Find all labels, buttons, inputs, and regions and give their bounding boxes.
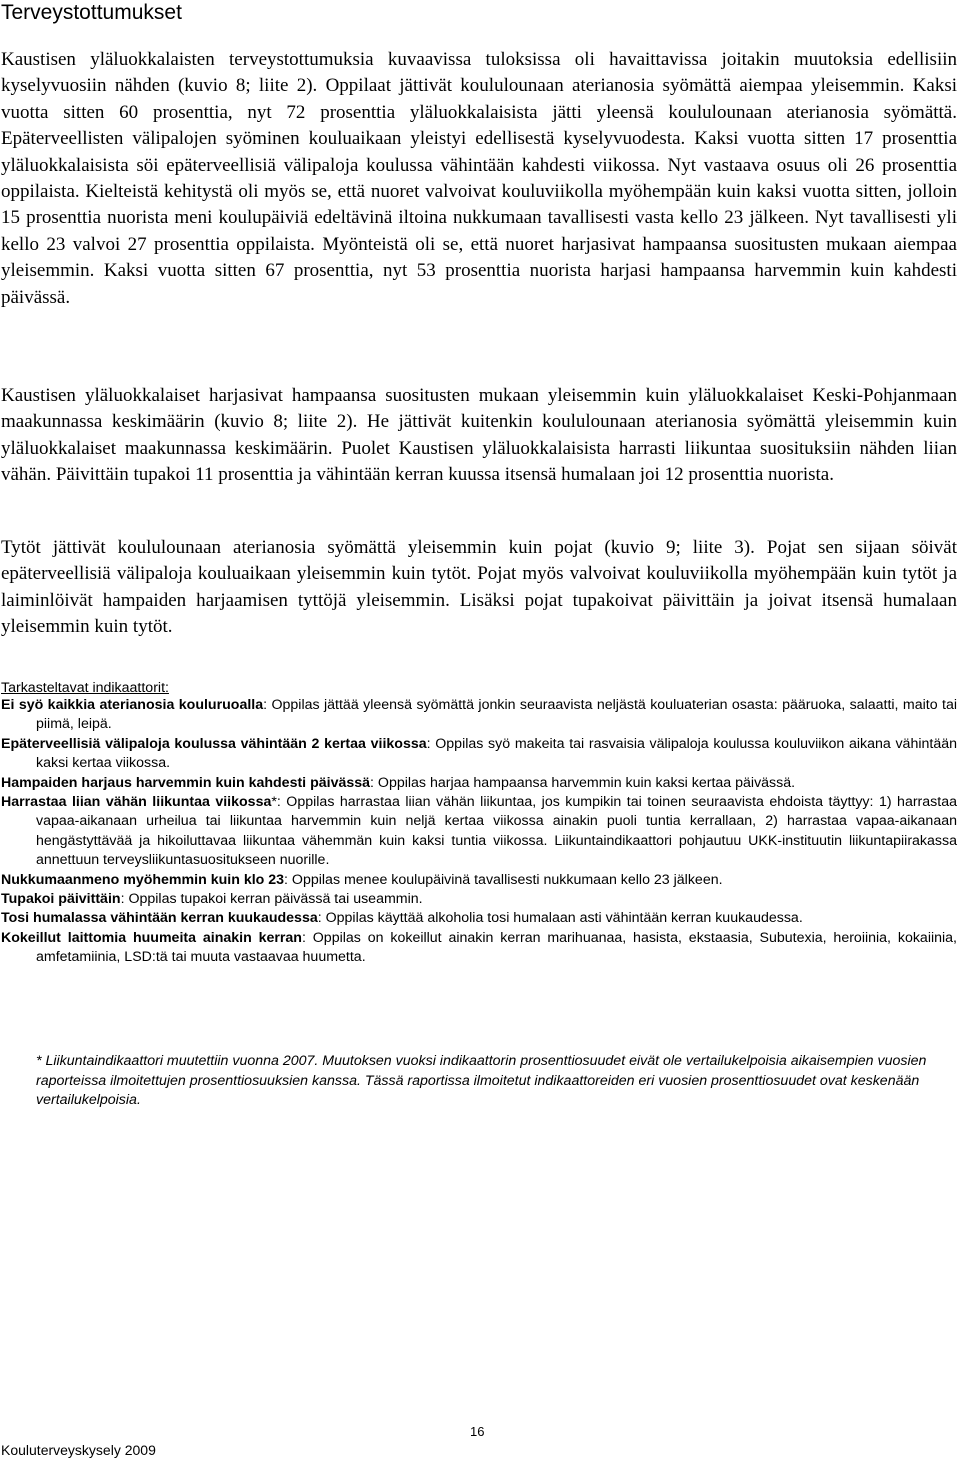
indicator-desc: : Oppilas menee koulupäivinä tavallisesti nukkumaan kello 23 jälkeen. (284, 871, 723, 888)
section-heading: Terveystottumukset (1, 1, 182, 24)
paragraph-1: Kaustisen yläluokkalaisten terveystottumuksia kuvaavissa tuloksissa oli havaittavissa joitakin muutoksia edellisiin kyselyvuosiin nähden (kuvio 8; liite 2). Oppilaat jättivät koululounaan aterianosia syömättä aiempaa yleisemmin. Kaksi vuotta sitten 60 prosenttia, nyt 72 prosenttia yläluokkalaisista jätti yleensä koululounaan aterianosia syömättä. Epäterveellisten välipalojen syöminen kouluaikaan yleistyi edellisestä kyselyvuodesta. Kaksi vuotta sitten 17 prosenttia yläluokkalaisista söi epäterveellisiä välipaloja koulussa vähintään kahdesti viikossa. Nyt vastaava osuus oli 26 prosenttia oppilaista. Kielteistä kehitystä oli myös se, että nuoret valvoivat kouluviikolla myöhempään kuin kaksi vuotta sitten, jolloin 15 prosenttia nuorista meni koulupäiviä edeltävinä iltoina nukkumaan tavallisesti vasta kello 23 jälkeen. Nyt tavallisesti yli kello 23 valvoi 27 prosenttia oppilaista. Myönteistä oli se, että nuoret harjasivat hampaansa suositusten mukaan aiempaa yleisemmin. Kaksi vuotta sitten 67 prosenttia, nyt 53 prosenttia nuorista harjasi hampaansa harvemmin kuin kahdesti päivässä. (1, 49, 957, 308)
indicator-desc: *: Oppilas harrastaa liian vähän liikuntaa, jos kumpikin tai toinen seuraavista ehdoista täyttyy: 1) harrastaa vapaa-aikanaan urheilua tai liikuntaa harvemmin kuin neljä kertaa viikossa ainakin puoli tuntia kerrallaan, 2) harrastaa vapaa-aikanaan hengästyttävää ja hikoiluttavaa liikuntaa vähemmän kuin kaksi tuntia viikossa. Liikuntaindikaattori pohjautuu UKK-instituutin liikuntapiirakassa annettuun terveysliikuntasuositukseen nuorille. (36, 794, 957, 869)
indicator-term: Hampaiden harjaus harvemmin kuin kahdesti päivässä (1, 774, 371, 791)
indicator-item (1, 774, 957, 793)
indicator-term: Harrastaa liian vähän liikuntaa viikossa (1, 794, 272, 811)
indicator-desc: : Oppilas harjaa hampaansa harvemmin kuin kaksi kertaa päivässä. (370, 774, 796, 791)
paragraph-3: Tytöt jättivät koululounaan aterianosia syömättä yleisemmin kuin pojat (kuvio 9; liite 3). Pojat sen sijaan söivät epäterveellisiä välipaloja kouluaikaan yleisemmin kuin tytöt. Pojat myös valvoivat kouluviikolla myöhempään kuin tytöt ja laiminlöivät hampaiden harjaamisen tyttöjä yleisemmin. Lisäksi pojat tupakoivat päivittäin ja joivat itsensä humalaan yleisemmin kuin tytöt. (1, 537, 957, 638)
indicators-list (1, 696, 957, 968)
indicator-term: Ei syö kaikkia aterianosia kouluruoalla (1, 697, 264, 713)
indicator-desc: : Oppilas on kokeillut ainakin kerran marihuanaa, hasista, ekstaasia, Subutexia, heroiinia, kokaiinia, amfetamiinia, LSD:tä tai muuta vastaavaa huumetta. (36, 929, 957, 966)
footer-publication: Kouluterveyskysely 2009 (1, 1442, 156, 1458)
indicator-item (1, 871, 957, 890)
indicator-item (1, 793, 957, 871)
indicator-desc: : Oppilas tupakoi kerran päivässä tai useammin. (120, 891, 423, 908)
indicator-item (1, 735, 957, 774)
indicator-term: Tupakoi päivittäin (1, 891, 121, 908)
page-number: 16 (470, 1424, 485, 1439)
indicator-term: Nukkumaanmeno myöhemmin kuin klo 23 (1, 871, 285, 888)
indicator-desc: : Oppilas syö makeita tai rasvaisia välipaloja koulussa kouluviikon aikana vähintään kaksi kertaa viikossa. (36, 735, 957, 772)
indicators-title: Tarkasteltavat indikaattorit: (1, 680, 169, 696)
indicator-term: Tosi humalassa vähintään kerran kuukaudessa (1, 910, 318, 927)
indicator-term: Kokeillut laittomia huumeita ainakin kerran (1, 929, 302, 946)
footnote: * Liikuntaindikaattori muutettiin vuonna 2007. Muutoksen vuoksi indikaattorin prosenttiosuudet eivät ole vertailukelpoisia aikaisempien vuosien raporteissa ilmoitettujen prosenttiosuuksien kanssa. Tässä raportissa ilmoitetut indikaattoreiden eri vuosien prosenttiosuudet ovat keskenään vertailukelpoisia. (36, 1053, 927, 1108)
indicator-term: Epäterveellisiä välipaloja koulussa vähintään 2 kertaa viikossa (1, 735, 427, 752)
indicator-item (1, 929, 957, 968)
indicator-item (1, 909, 957, 928)
indicator-item (1, 890, 957, 909)
indicator-item (1, 696, 957, 735)
indicator-desc: : Oppilas jättää yleensä syömättä jonkin seuraavista neljästä kouluaterian osasta: pääruoka, salaatti, maito tai piimä, leipä. (36, 697, 957, 733)
paragraph-2: Kaustisen yläluokkalaiset harjasivat hampaansa suositusten mukaan yleisemmin kuin yläluokkalaiset Keski-Pohjanmaan maakunnassa keskimäärin (kuvio 8; liite 2). He jättivät kuitenkin koululounaan aterianosia syömättä yleisemmin kuin yläluokkalaiset maakunnassa keskimäärin. Puolet Kaustisen yläluokkalaisista harrasti liikuntaa suosituksiin nähden liian vähän. Päivittäin tupakoi 11 prosenttia ja vähintään kerran kuussa itsensä humalaan joi 12 prosenttia nuorista. (1, 385, 957, 486)
indicator-desc: : Oppilas käyttää alkoholia tosi humalaan asti vähintään kerran kuukaudessa. (317, 910, 803, 927)
